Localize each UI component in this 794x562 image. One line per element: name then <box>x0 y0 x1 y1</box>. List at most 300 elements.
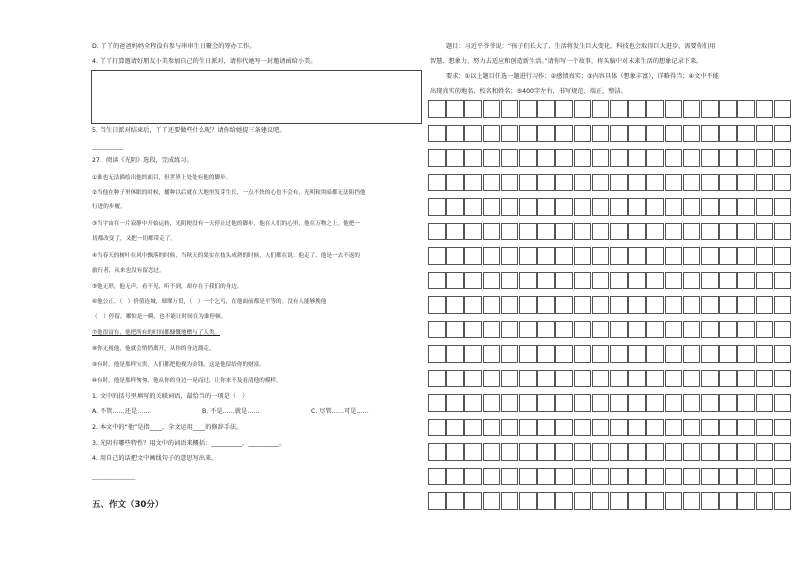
grid-cell[interactable] <box>701 394 719 412</box>
grid-cell[interactable] <box>574 247 592 265</box>
grid-cell[interactable] <box>683 321 701 339</box>
grid-cell[interactable] <box>665 468 683 486</box>
grid-cell[interactable] <box>701 223 719 241</box>
grid-cell[interactable] <box>446 492 464 510</box>
grid-cell[interactable] <box>446 125 464 143</box>
grid-cell[interactable] <box>737 370 755 388</box>
grid-cell[interactable] <box>464 223 482 241</box>
grid-cell[interactable] <box>483 100 501 118</box>
grid-cell[interactable] <box>610 125 628 143</box>
answer-blank[interactable]: __________ <box>92 143 123 150</box>
grid-cell[interactable] <box>719 125 737 143</box>
grid-cell[interactable] <box>683 272 701 290</box>
grid-cell[interactable] <box>774 149 792 167</box>
grid-cell[interactable] <box>592 468 610 486</box>
grid-cell[interactable] <box>519 125 537 143</box>
grid-cell[interactable] <box>464 272 482 290</box>
grid-cell[interactable] <box>610 394 628 412</box>
grid-cell[interactable] <box>756 149 774 167</box>
grid-cell[interactable] <box>683 223 701 241</box>
grid-cell[interactable] <box>719 370 737 388</box>
grid-cell[interactable] <box>665 100 683 118</box>
grid-cell[interactable] <box>610 247 628 265</box>
grid-cell[interactable] <box>701 198 719 216</box>
grid-cell[interactable] <box>501 492 519 510</box>
grid-cell[interactable] <box>774 223 792 241</box>
grid-cell[interactable] <box>719 443 737 461</box>
grid-cell[interactable] <box>737 468 755 486</box>
grid-cell[interactable] <box>646 443 664 461</box>
grid-cell[interactable] <box>756 468 774 486</box>
grid-cell[interactable] <box>719 174 737 192</box>
grid-cell[interactable] <box>701 345 719 363</box>
grid-cell[interactable] <box>574 345 592 363</box>
grid-cell[interactable] <box>719 247 737 265</box>
grid-cell[interactable] <box>574 370 592 388</box>
grid-cell[interactable] <box>610 419 628 437</box>
grid-cell[interactable] <box>537 345 555 363</box>
grid-cell[interactable] <box>555 174 573 192</box>
grid-cell[interactable] <box>574 394 592 412</box>
grid-cell[interactable] <box>665 419 683 437</box>
grid-cell[interactable] <box>537 394 555 412</box>
grid-cell[interactable] <box>628 492 646 510</box>
grid-cell[interactable] <box>501 149 519 167</box>
grid-cell[interactable] <box>701 125 719 143</box>
grid-cell[interactable] <box>756 198 774 216</box>
grid-cell[interactable] <box>446 419 464 437</box>
grid-cell[interactable] <box>774 370 792 388</box>
grid-cell[interactable] <box>774 492 792 510</box>
grid-cell[interactable] <box>501 296 519 314</box>
grid-cell[interactable] <box>665 394 683 412</box>
grid-cell[interactable] <box>665 125 683 143</box>
grid-cell[interactable] <box>737 272 755 290</box>
grid-cell[interactable] <box>574 272 592 290</box>
grid-cell[interactable] <box>665 443 683 461</box>
grid-cell[interactable] <box>592 492 610 510</box>
grid-cell[interactable] <box>610 443 628 461</box>
grid-cell[interactable] <box>737 174 755 192</box>
grid-cell[interactable] <box>592 247 610 265</box>
grid-cell[interactable] <box>592 370 610 388</box>
grid-cell[interactable] <box>756 100 774 118</box>
grid-cell[interactable] <box>701 149 719 167</box>
grid-cell[interactable] <box>665 321 683 339</box>
grid-cell[interactable] <box>428 149 446 167</box>
grid-cell[interactable] <box>537 125 555 143</box>
grid-cell[interactable] <box>701 468 719 486</box>
grid-cell[interactable] <box>646 149 664 167</box>
grid-cell[interactable] <box>537 419 555 437</box>
grid-cell[interactable] <box>737 247 755 265</box>
grid-cell[interactable] <box>464 125 482 143</box>
grid-cell[interactable] <box>683 370 701 388</box>
grid-cell[interactable] <box>665 492 683 510</box>
grid-cell[interactable] <box>774 296 792 314</box>
grid-cell[interactable] <box>483 247 501 265</box>
grid-cell[interactable] <box>665 345 683 363</box>
grid-cell[interactable] <box>683 296 701 314</box>
grid-cell[interactable] <box>719 198 737 216</box>
grid-cell[interactable] <box>646 198 664 216</box>
grid-cell[interactable] <box>483 149 501 167</box>
grid-cell[interactable] <box>683 419 701 437</box>
grid-cell[interactable] <box>428 468 446 486</box>
grid-cell[interactable] <box>483 370 501 388</box>
grid-cell[interactable] <box>483 321 501 339</box>
grid-cell[interactable] <box>646 419 664 437</box>
grid-cell[interactable] <box>719 394 737 412</box>
grid-cell[interactable] <box>737 419 755 437</box>
grid-cell[interactable] <box>737 443 755 461</box>
grid-cell[interactable] <box>719 468 737 486</box>
grid-cell[interactable] <box>555 100 573 118</box>
grid-cell[interactable] <box>574 100 592 118</box>
grid-cell[interactable] <box>646 125 664 143</box>
grid-cell[interactable] <box>610 345 628 363</box>
grid-cell[interactable] <box>756 296 774 314</box>
grid-cell[interactable] <box>646 174 664 192</box>
option-b[interactable]: B. 不是……就是…… <box>202 408 260 415</box>
grid-cell[interactable] <box>501 345 519 363</box>
grid-cell[interactable] <box>464 198 482 216</box>
grid-cell[interactable] <box>592 345 610 363</box>
grid-cell[interactable] <box>592 419 610 437</box>
option-c[interactable]: C. 尽管……可是…… <box>311 408 369 415</box>
grid-cell[interactable] <box>646 345 664 363</box>
grid-cell[interactable] <box>628 468 646 486</box>
grid-cell[interactable] <box>555 345 573 363</box>
grid-cell[interactable] <box>610 223 628 241</box>
grid-cell[interactable] <box>665 198 683 216</box>
grid-cell[interactable] <box>701 272 719 290</box>
grid-cell[interactable] <box>774 419 792 437</box>
grid-cell[interactable] <box>501 100 519 118</box>
grid-cell[interactable] <box>683 394 701 412</box>
grid-cell[interactable] <box>428 198 446 216</box>
grid-cell[interactable] <box>610 198 628 216</box>
grid-cell[interactable] <box>537 443 555 461</box>
grid-cell[interactable] <box>464 321 482 339</box>
grid-cell[interactable] <box>537 272 555 290</box>
grid-cell[interactable] <box>446 370 464 388</box>
grid-cell[interactable] <box>737 125 755 143</box>
grid-cell[interactable] <box>756 174 774 192</box>
answer-blank[interactable]: ______________ <box>92 473 136 480</box>
grid-cell[interactable] <box>756 443 774 461</box>
grid-cell[interactable] <box>592 296 610 314</box>
grid-cell[interactable] <box>592 149 610 167</box>
grid-cell[interactable] <box>555 247 573 265</box>
grid-cell[interactable] <box>519 198 537 216</box>
grid-cell[interactable] <box>464 296 482 314</box>
grid-cell[interactable] <box>574 443 592 461</box>
grid-cell[interactable] <box>628 174 646 192</box>
grid-cell[interactable] <box>464 419 482 437</box>
grid-cell[interactable] <box>665 296 683 314</box>
grid-cell[interactable] <box>683 468 701 486</box>
grid-cell[interactable] <box>519 149 537 167</box>
grid-cell[interactable] <box>574 149 592 167</box>
grid-cell[interactable] <box>464 100 482 118</box>
grid-cell[interactable] <box>628 345 646 363</box>
grid-cell[interactable] <box>756 272 774 290</box>
grid-cell[interactable] <box>628 296 646 314</box>
grid-cell[interactable] <box>628 247 646 265</box>
grid-cell[interactable] <box>428 394 446 412</box>
grid-cell[interactable] <box>428 443 446 461</box>
grid-cell[interactable] <box>483 296 501 314</box>
grid-cell[interactable] <box>737 198 755 216</box>
grid-cell[interactable] <box>701 492 719 510</box>
grid-cell[interactable] <box>428 272 446 290</box>
grid-cell[interactable] <box>701 443 719 461</box>
grid-cell[interactable] <box>646 272 664 290</box>
grid-cell[interactable] <box>574 321 592 339</box>
grid-cell[interactable] <box>555 223 573 241</box>
writing-grid[interactable] <box>428 100 794 520</box>
grid-cell[interactable] <box>610 321 628 339</box>
grid-cell[interactable] <box>683 174 701 192</box>
grid-cell[interactable] <box>519 296 537 314</box>
grid-cell[interactable] <box>501 321 519 339</box>
grid-cell[interactable] <box>537 198 555 216</box>
grid-cell[interactable] <box>592 174 610 192</box>
grid-cell[interactable] <box>446 247 464 265</box>
grid-cell[interactable] <box>683 149 701 167</box>
grid-cell[interactable] <box>646 223 664 241</box>
grid-cell[interactable] <box>555 321 573 339</box>
grid-cell[interactable] <box>646 468 664 486</box>
grid-cell[interactable] <box>446 149 464 167</box>
grid-cell[interactable] <box>737 345 755 363</box>
grid-cell[interactable] <box>774 174 792 192</box>
grid-cell[interactable] <box>574 492 592 510</box>
grid-cell[interactable] <box>483 468 501 486</box>
grid-cell[interactable] <box>483 492 501 510</box>
grid-cell[interactable] <box>555 149 573 167</box>
grid-cell[interactable] <box>646 492 664 510</box>
grid-cell[interactable] <box>756 345 774 363</box>
grid-cell[interactable] <box>519 272 537 290</box>
grid-cell[interactable] <box>483 394 501 412</box>
grid-cell[interactable] <box>428 296 446 314</box>
grid-cell[interactable] <box>628 321 646 339</box>
grid-cell[interactable] <box>464 247 482 265</box>
grid-cell[interactable] <box>446 296 464 314</box>
grid-cell[interactable] <box>446 174 464 192</box>
grid-cell[interactable] <box>646 321 664 339</box>
grid-cell[interactable] <box>537 247 555 265</box>
grid-cell[interactable] <box>665 149 683 167</box>
grid-cell[interactable] <box>537 468 555 486</box>
grid-cell[interactable] <box>592 321 610 339</box>
grid-cell[interactable] <box>774 394 792 412</box>
grid-cell[interactable] <box>628 125 646 143</box>
grid-cell[interactable] <box>519 247 537 265</box>
grid-cell[interactable] <box>665 174 683 192</box>
grid-cell[interactable] <box>428 247 446 265</box>
grid-cell[interactable] <box>719 321 737 339</box>
grid-cell[interactable] <box>737 149 755 167</box>
grid-cell[interactable] <box>464 468 482 486</box>
grid-cell[interactable] <box>483 419 501 437</box>
grid-cell[interactable] <box>501 443 519 461</box>
grid-cell[interactable] <box>592 394 610 412</box>
grid-cell[interactable] <box>464 492 482 510</box>
grid-cell[interactable] <box>519 468 537 486</box>
grid-cell[interactable] <box>774 345 792 363</box>
grid-cell[interactable] <box>464 394 482 412</box>
grid-cell[interactable] <box>628 443 646 461</box>
grid-cell[interactable] <box>446 272 464 290</box>
grid-cell[interactable] <box>555 370 573 388</box>
grid-cell[interactable] <box>610 272 628 290</box>
grid-cell[interactable] <box>719 272 737 290</box>
grid-cell[interactable] <box>774 100 792 118</box>
grid-cell[interactable] <box>646 394 664 412</box>
grid-cell[interactable] <box>628 223 646 241</box>
grid-cell[interactable] <box>683 100 701 118</box>
grid-cell[interactable] <box>737 321 755 339</box>
grid-cell[interactable] <box>683 345 701 363</box>
grid-cell[interactable] <box>737 492 755 510</box>
grid-cell[interactable] <box>646 100 664 118</box>
grid-cell[interactable] <box>428 370 446 388</box>
grid-cell[interactable] <box>756 223 774 241</box>
grid-cell[interactable] <box>537 296 555 314</box>
grid-cell[interactable] <box>628 198 646 216</box>
grid-cell[interactable] <box>537 100 555 118</box>
grid-cell[interactable] <box>519 345 537 363</box>
grid-cell[interactable] <box>719 149 737 167</box>
grid-cell[interactable] <box>628 100 646 118</box>
grid-cell[interactable] <box>574 419 592 437</box>
grid-cell[interactable] <box>665 370 683 388</box>
grid-cell[interactable] <box>501 370 519 388</box>
grid-cell[interactable] <box>519 394 537 412</box>
grid-cell[interactable] <box>428 223 446 241</box>
grid-cell[interactable] <box>628 149 646 167</box>
grid-cell[interactable] <box>464 443 482 461</box>
grid-cell[interactable] <box>719 492 737 510</box>
grid-cell[interactable] <box>537 174 555 192</box>
grid-cell[interactable] <box>719 419 737 437</box>
grid-cell[interactable] <box>610 174 628 192</box>
grid-cell[interactable] <box>719 345 737 363</box>
grid-cell[interactable] <box>701 296 719 314</box>
grid-cell[interactable] <box>501 125 519 143</box>
grid-cell[interactable] <box>428 419 446 437</box>
grid-cell[interactable] <box>774 198 792 216</box>
grid-cell[interactable] <box>446 100 464 118</box>
grid-cell[interactable] <box>483 345 501 363</box>
grid-cell[interactable] <box>574 174 592 192</box>
grid-cell[interactable] <box>646 370 664 388</box>
grid-cell[interactable] <box>737 100 755 118</box>
grid-cell[interactable] <box>737 296 755 314</box>
grid-cell[interactable] <box>701 247 719 265</box>
grid-cell[interactable] <box>428 321 446 339</box>
grid-cell[interactable] <box>537 492 555 510</box>
grid-cell[interactable] <box>774 443 792 461</box>
grid-cell[interactable] <box>519 492 537 510</box>
grid-cell[interactable] <box>555 468 573 486</box>
grid-cell[interactable] <box>610 370 628 388</box>
grid-cell[interactable] <box>774 468 792 486</box>
grid-cell[interactable] <box>555 296 573 314</box>
grid-cell[interactable] <box>428 100 446 118</box>
grid-cell[interactable] <box>519 419 537 437</box>
grid-cell[interactable] <box>555 443 573 461</box>
grid-cell[interactable] <box>537 321 555 339</box>
grid-cell[interactable] <box>501 419 519 437</box>
grid-cell[interactable] <box>574 125 592 143</box>
grid-cell[interactable] <box>610 296 628 314</box>
grid-cell[interactable] <box>501 394 519 412</box>
grid-cell[interactable] <box>446 468 464 486</box>
grid-cell[interactable] <box>537 149 555 167</box>
grid-cell[interactable] <box>519 223 537 241</box>
grid-cell[interactable] <box>683 492 701 510</box>
grid-cell[interactable] <box>628 394 646 412</box>
grid-cell[interactable] <box>483 198 501 216</box>
grid-cell[interactable] <box>756 125 774 143</box>
grid-cell[interactable] <box>701 419 719 437</box>
grid-cell[interactable] <box>464 149 482 167</box>
invitation-answer-box[interactable] <box>91 70 422 124</box>
grid-cell[interactable] <box>719 100 737 118</box>
grid-cell[interactable] <box>428 345 446 363</box>
grid-cell[interactable] <box>683 125 701 143</box>
grid-cell[interactable] <box>483 125 501 143</box>
grid-cell[interactable] <box>719 223 737 241</box>
grid-cell[interactable] <box>555 272 573 290</box>
grid-cell[interactable] <box>610 149 628 167</box>
grid-cell[interactable] <box>574 296 592 314</box>
grid-cell[interactable] <box>555 394 573 412</box>
grid-cell[interactable] <box>446 345 464 363</box>
grid-cell[interactable] <box>774 247 792 265</box>
grid-cell[interactable] <box>483 272 501 290</box>
grid-cell[interactable] <box>501 223 519 241</box>
grid-cell[interactable] <box>483 443 501 461</box>
grid-cell[interactable] <box>555 419 573 437</box>
grid-cell[interactable] <box>737 223 755 241</box>
grid-cell[interactable] <box>446 198 464 216</box>
grid-cell[interactable] <box>483 223 501 241</box>
grid-cell[interactable] <box>628 370 646 388</box>
grid-cell[interactable] <box>701 321 719 339</box>
grid-cell[interactable] <box>719 296 737 314</box>
grid-cell[interactable] <box>537 370 555 388</box>
grid-cell[interactable] <box>628 272 646 290</box>
grid-cell[interactable] <box>774 125 792 143</box>
grid-cell[interactable] <box>683 198 701 216</box>
option-a[interactable]: A. 不管……还是…… <box>92 408 150 415</box>
grid-cell[interactable] <box>574 223 592 241</box>
grid-cell[interactable] <box>537 223 555 241</box>
grid-cell[interactable] <box>501 174 519 192</box>
grid-cell[interactable] <box>555 492 573 510</box>
grid-cell[interactable] <box>646 296 664 314</box>
grid-cell[interactable] <box>446 443 464 461</box>
grid-cell[interactable] <box>628 419 646 437</box>
grid-cell[interactable] <box>519 100 537 118</box>
grid-cell[interactable] <box>610 492 628 510</box>
grid-cell[interactable] <box>592 198 610 216</box>
